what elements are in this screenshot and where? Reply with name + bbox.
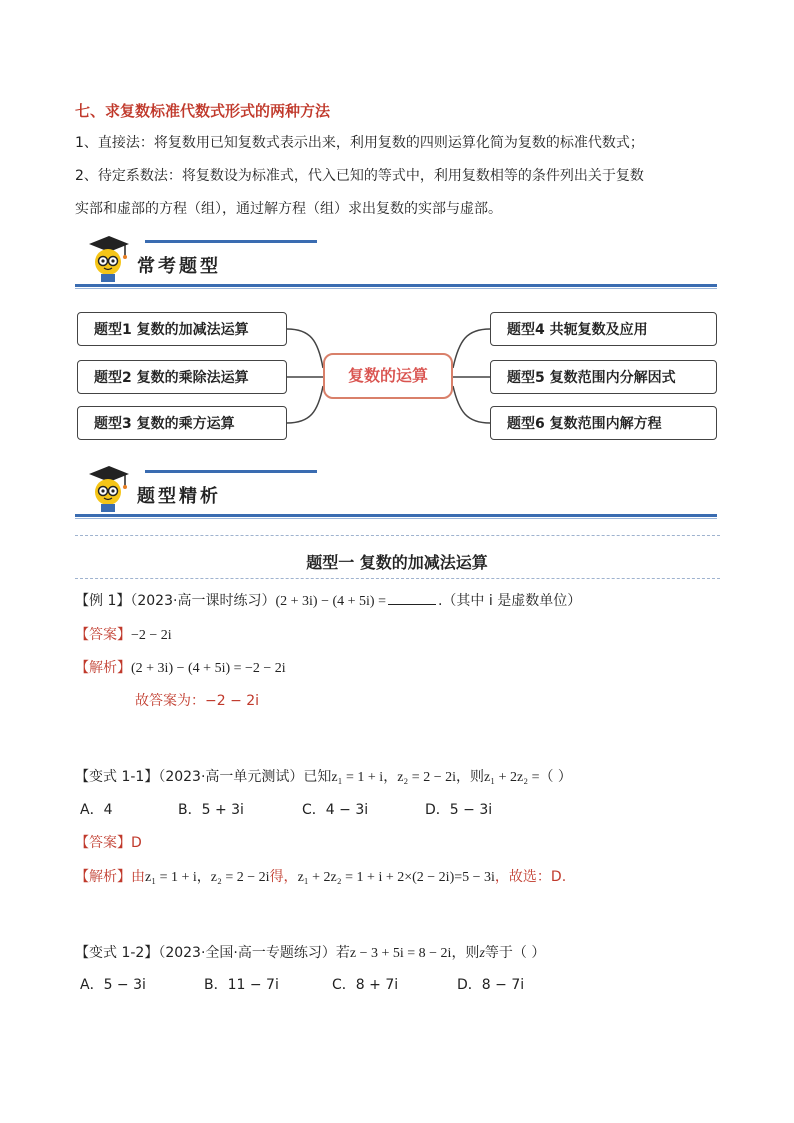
option-c: C．4 − 3i <box>302 802 369 818</box>
banner-type-analysis <box>75 462 717 522</box>
divider <box>75 535 720 536</box>
banner-label: 题型精析 <box>137 486 221 507</box>
answer-tag: 【答案】 <box>75 835 131 851</box>
variant-tag: 【变式 1-2】 <box>75 945 159 961</box>
answer-tag: 【答案】 <box>75 627 131 643</box>
variant-source: （2023·全国·高一专题练习）若 <box>158 945 350 961</box>
method-undetermined: 2、待定系数法：将复数设为标准式，代入已知的等式中，利用复数相等的条件列出关于复数 <box>75 168 644 184</box>
option-b: B．11 − 7i <box>204 977 279 993</box>
question-type-title: 题型一 复数的加减法运算 <box>306 553 488 572</box>
answer-value: D <box>131 835 142 851</box>
example-1-analysis <box>75 657 286 677</box>
mindmap-type1: 题型1 复数的加减法运算 <box>77 312 287 346</box>
option-d: D．5 − 3i <box>425 802 493 818</box>
example-tag: 【例 1】 <box>75 593 131 609</box>
example-1-answer <box>75 624 172 644</box>
method-undetermined-cont: 实部和虚部的方程（组），通过解方程（组）求出复数的实部与虚部。 <box>75 201 502 217</box>
section-title: 七、求复数标准代数式形式的两种方法 <box>75 102 331 120</box>
variant-1-1-analysis <box>75 866 566 886</box>
analysis-z2: ，z₂ = 2 − 2i <box>196 870 270 885</box>
analysis-tag: 【解析】 <box>75 869 131 885</box>
option-a: A．5 − 3i <box>80 977 146 993</box>
variant-1-1 <box>75 766 572 786</box>
variant-then: ，则 <box>451 945 480 961</box>
variant-z: z <box>479 946 485 961</box>
conclusion-text: 故答案为：−2 − 2i <box>135 693 260 709</box>
variant-z2: z₂ = 2 − 2i <box>397 770 456 785</box>
option-c: C．8 + 7i <box>332 977 399 993</box>
variant-source: （2023·高一单元测试）已知 <box>158 769 332 785</box>
variant-tail: 等于（ ） <box>484 945 546 961</box>
variant-1-1-answer <box>75 832 142 852</box>
variant-then: ，则 <box>455 769 484 785</box>
mindmap-type3: 题型3 复数的乘方运算 <box>77 406 287 440</box>
analysis-calc: z₁ + 2z₂ = 1 + i + 2×(2 − 2i)=5 − 3i <box>297 870 495 885</box>
variant-paren: （ ） <box>539 769 572 785</box>
option-a: A．4 <box>80 802 113 818</box>
variant-expr: z₁ + 2z₂ = <box>483 770 540 785</box>
variant-1-2 <box>75 942 545 962</box>
analysis-pre: 由 <box>131 869 145 885</box>
analysis-tag: 【解析】 <box>75 660 131 676</box>
mindmap-type6: 题型6 复数范围内解方程 <box>490 406 717 440</box>
mascot-icon <box>83 232 133 284</box>
mascot-icon <box>83 462 133 514</box>
example-1-conclusion <box>135 690 259 710</box>
analysis-get: 得， <box>269 869 298 885</box>
mindmap-type4: 题型4 共轭复数及应用 <box>490 312 717 346</box>
banner-label: 常考题型 <box>137 256 221 277</box>
method-direct: 1、直接法：将复数用已知复数式表示出来，利用复数的四则运算化简为复数的标准代数式； <box>75 135 644 151</box>
variant-z1: z₁ = 1 + i <box>331 770 384 785</box>
option-b: B．5 + 3i <box>178 802 244 818</box>
example-source: （2023·高一课时练习） <box>130 593 276 609</box>
example-1 <box>75 590 581 610</box>
mindmap-type2: 题型2 复数的乘除法运算 <box>77 360 287 394</box>
option-d: D．8 − 7i <box>457 977 525 993</box>
answer-value: −2 − 2i <box>131 628 172 643</box>
answer-blank <box>388 592 436 605</box>
comma: ， <box>383 769 398 785</box>
variant-tag: 【变式 1-1】 <box>75 769 159 785</box>
analysis-z1: z₁ = 1 + i <box>145 870 197 885</box>
analysis-expr: (2 + 3i) − (4 + 5i) = −2 − 2i <box>131 661 286 676</box>
variant-expr: z − 3 + 5i = 8 − 2i <box>349 946 452 961</box>
example-suffix: .（其中 i 是虚数单位） <box>437 593 582 609</box>
mindmap-type5: 题型5 复数范围内分解因式 <box>490 360 717 394</box>
example-expr: (2 + 3i) − (4 + 5i) = <box>275 594 386 609</box>
mindmap-center: 复数的运算 <box>323 353 453 399</box>
analysis-end: ，故选：D. <box>494 869 567 885</box>
banner-common-types <box>75 232 717 292</box>
divider <box>75 578 720 579</box>
